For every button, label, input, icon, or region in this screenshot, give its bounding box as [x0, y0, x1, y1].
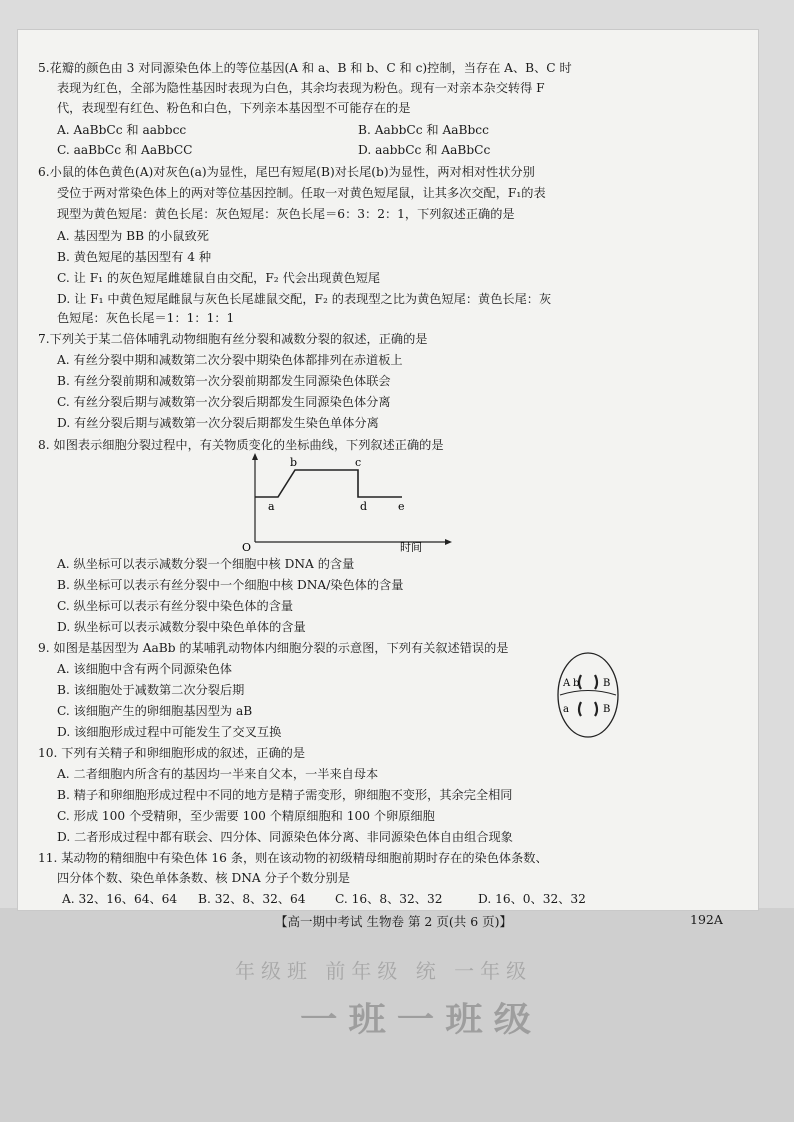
q5-option-a: A. AaBbCc 和 aabbcc — [57, 123, 187, 137]
q6-option-d-cont: 色短尾：灰色长尾＝1：1：1：1 — [57, 311, 235, 325]
q9-option-a: A. 该细胞中含有两个同源染色体 — [57, 662, 232, 676]
q7-option-c: C. 有丝分裂后期与减数第一次分裂后期都发生同源染色体分离 — [57, 395, 391, 409]
q10-option-c: C. 形成 100 个受精卵，至少需要 100 个精原细胞和 100 个卵原细胞 — [57, 809, 435, 823]
graph-x-label: 时间 — [400, 541, 422, 552]
q8-graph — [240, 452, 460, 552]
q9-cell-figure — [555, 650, 621, 740]
graph-point-a: a — [268, 500, 275, 513]
q11-option-c: C. 16、8、32、32 — [335, 892, 443, 906]
q8-option-a: A. 纵坐标可以表示减数分裂一个细胞中核 DNA 的含量 — [57, 557, 355, 571]
q6-stem-line3: 现型为黄色短尾：黄色长尾：灰色短尾：灰色长尾＝6：3：2：1，下列叙述正确的是 — [57, 207, 515, 221]
q11-option-b: B. 32、8、32、64 — [198, 892, 306, 906]
q6-stem-line1: 6.小鼠的体色黄色(A)对灰色(a)为显性，尾巴有短尾(B)对长尾(b)为显性，两对相对性状分别 — [38, 165, 535, 179]
fig-label-b: b — [573, 678, 580, 689]
fig-label-A: A — [563, 678, 571, 689]
fig-label-a: a — [563, 704, 569, 715]
q9-option-c: C. 该细胞产生的卵细胞基因型为 aB — [57, 704, 253, 718]
graph-origin-label: O — [242, 541, 252, 552]
q8-stem: 8. 如图表示细胞分裂过程中，有关物质变化的坐标曲线，下列叙述正确的是 — [38, 438, 444, 452]
page-code: 192A — [690, 912, 723, 927]
q11-stem-line1: 11. 某动物的精细胞中有染色体 16 条，则在该动物的初级精母细胞前期时存在的染色体条数、 — [38, 851, 548, 865]
q9-option-d: D. 该细胞形成过程中可能发生了交叉互换 — [57, 725, 282, 739]
graph-point-e: e — [398, 500, 405, 513]
fig-label-B-top: B — [603, 678, 611, 689]
q5-stem-line2: 表现为红色，全部为隐性基因时表现为白色，其余均表现为粉色。现有一对亲本杂交转得 F — [57, 81, 545, 95]
q11-stem-line2: 四分体个数、染色单体条数、核 DNA 分子个数分别是 — [57, 871, 350, 885]
q10-option-a: A. 二者细胞内所含有的基因均一半来自父本，一半来自母本 — [57, 767, 379, 781]
q8-option-b: B. 纵坐标可以表示有丝分裂中一个细胞中核 DNA/染色体的含量 — [57, 578, 404, 592]
q6-option-b: B. 黄色短尾的基因型有 4 种 — [57, 250, 212, 264]
q8-option-d: D. 纵坐标可以表示减数分裂中染色单体的含量 — [57, 620, 306, 634]
q5-stem-line3: 代，表现型有红色、粉色和白色，下列亲本基因型不可能存在的是 — [57, 101, 411, 115]
q5-option-d: D. aabbCc 和 AaBbCc — [358, 143, 491, 157]
q9-stem: 9. 如图是基因型为 AaBb 的某哺乳动物体内细胞分裂的示意图，下列有关叙述错误的是 — [38, 641, 509, 655]
graph-point-c: c — [355, 456, 362, 469]
graph-point-b: b — [290, 456, 298, 469]
q7-option-b: B. 有丝分裂前期和减数第一次分裂前期都发生同源染色体联会 — [57, 374, 391, 388]
q8-option-c: C. 纵坐标可以表示有丝分裂中染色体的含量 — [57, 599, 294, 613]
q11-option-d: D. 16、0、32、32 — [478, 892, 586, 906]
q10-option-b: B. 精子和卵细胞形成过程中不同的地方是精子需变形，卵细胞不变形，其余完全相同 — [57, 788, 513, 802]
q5-stem-line1: 5.花瓣的颜色由 3 对同源染色体上的等位基因(A 和 a、B 和 b、C 和 c)控制，当存在 A、B、C 时 — [38, 61, 572, 75]
q5-option-c: C. aaBbCc 和 AaBbCC — [57, 143, 193, 157]
bleed-through-text: 年级班 前年级 统 一年级 — [235, 959, 533, 983]
q11-option-a: A. 32、16、64、64 — [62, 892, 178, 906]
q6-option-a: A. 基因型为 BB 的小鼠致死 — [57, 229, 209, 243]
q10-option-d: D. 二者形成过程中都有联会、四分体、同源染色体分离、非同源染色体自由组合现象 — [57, 830, 513, 844]
q6-option-c: C. 让 F₁ 的灰色短尾雌雄鼠自由交配，F₂ 代会出现黄色短尾 — [57, 271, 381, 285]
q6-option-d: D. 让 F₁ 中黄色短尾雌鼠与灰色长尾雄鼠交配，F₂ 的表现型之比为黄色短尾：黄色长尾：灰 — [57, 292, 552, 306]
q7-stem: 7.下列关于某二倍体哺乳动物细胞有丝分裂和减数分裂的叙述，正确的是 — [38, 332, 428, 346]
page-footer: 【高一期中考试 生物卷 第 2 页(共 6 页)】 — [275, 914, 513, 929]
bleed-through-heading: 一班一班级 — [300, 1000, 542, 1040]
q6-stem-line2: 受位于两对常染色体上的两对等位基因控制。任取一对黄色短尾鼠，让其多次交配，F₁的表 — [57, 186, 546, 200]
fig-label-B-bottom: B — [603, 704, 611, 715]
q7-option-d: D. 有丝分裂后期与减数第一次分裂后期都发生染色单体分离 — [57, 416, 379, 430]
q5-option-b: B. AabbCc 和 AaBbcc — [358, 123, 489, 137]
q7-option-a: A. 有丝分裂中期和减数第二次分裂中期染色体都排列在赤道板上 — [57, 353, 403, 367]
q10-stem: 10. 下列有关精子和卵细胞形成的叙述，正确的是 — [38, 746, 306, 760]
q9-option-b: B. 该细胞处于减数第二次分裂后期 — [57, 683, 245, 697]
graph-point-d: d — [360, 500, 368, 513]
